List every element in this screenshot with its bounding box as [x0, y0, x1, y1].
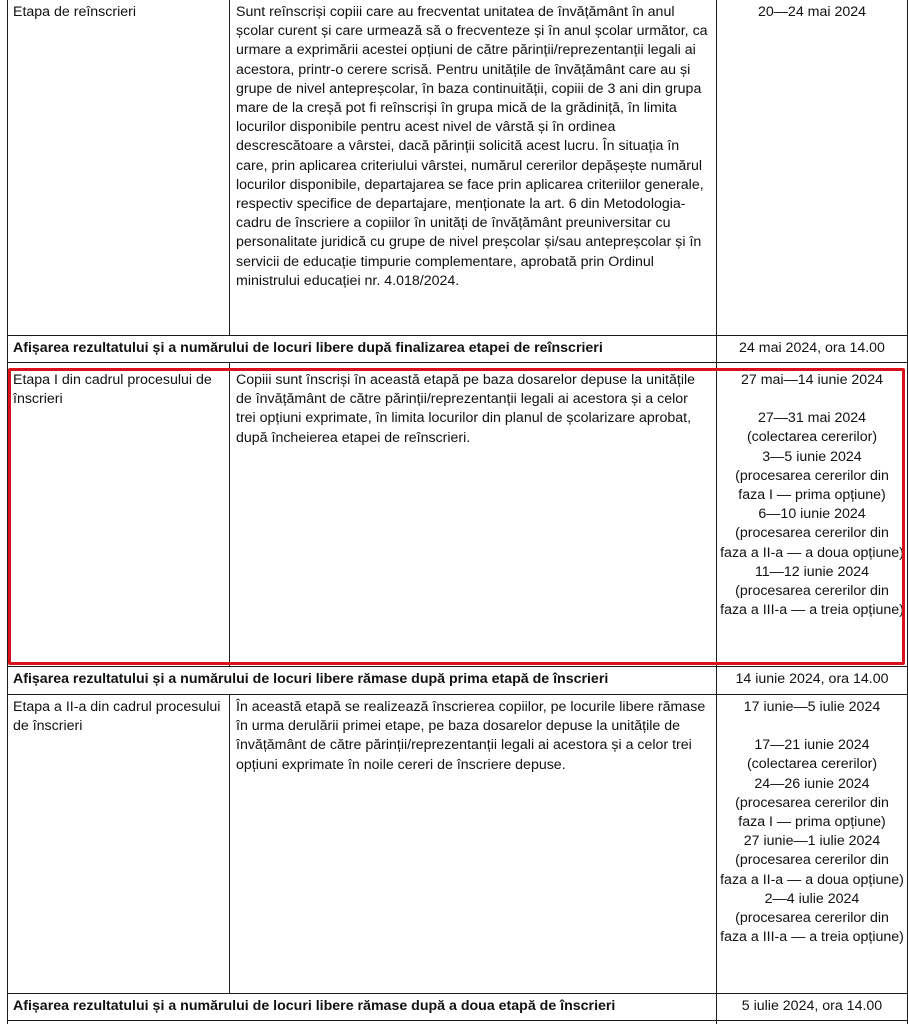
sub-date: (procesarea cererilor din faza I — prima opțiune) — [735, 794, 889, 831]
sub-date: (colectarea cererilor) — [746, 756, 878, 773]
description-cell: În această etapă se realizează înscrierea copiilor, pe locurile libere rămase în urma derulării primei etape, pe baza dosarelor depuse la unitățile de învățământ de către părinții/reprezentanții legali ai acestora și a celor trei opțiuni exprimate în noile cereri de înscriere depuse. — [236, 699, 706, 773]
summary-text: Afișarea rezultatului și a numărului de locuri libere rămase după prima etapă de înscrieri — [13, 671, 609, 687]
date-cell — [716, 0, 908, 335]
summary-date: 5 iulie 2024, ora 14.00 — [741, 998, 883, 1014]
stage-cell: Etapa de reînscrieri — [13, 4, 137, 20]
summary-date: 24 mai 2024, ora 14.00 — [739, 340, 885, 356]
sub-date: 17—21 iunie 2024 — [754, 737, 870, 754]
summary-date: 14 iunie 2024, ora 14.00 — [735, 671, 889, 687]
sub-date: 27—31 mai 2024 — [757, 410, 867, 427]
main-date: 17 iunie—5 iulie 2024 — [743, 699, 881, 715]
sub-date: 3—5 iunie 2024 — [762, 448, 862, 465]
sub-date: (procesarea cererilor din faza a II-a — a doua opțiune) — [720, 852, 904, 888]
stage-cell: Etapa I din cadrul procesului de înscrieri — [13, 372, 212, 408]
date-cell — [716, 695, 908, 993]
main-date: 27 mai—14 iunie 2024 — [741, 372, 883, 388]
sub-date: (procesarea cererilor din faza a III-a — a treia opțiune) — [720, 583, 904, 619]
sub-date: 2—4 iulie 2024 — [764, 890, 860, 907]
main-date: 20—24 mai 2024 — [757, 4, 867, 20]
description-cell: Sunt reînscriși copiii care au frecventat unitatea de învățământ în anul școlar curent și care urmează să o frecventeze și în anul școlar următor, ca urmare a exprimării acestei opțiuni de către părinții/reprezentanții legali ai acestora, printr-o cerere scrisă. Pentru unitățile de învățământ care au și grupe de nivel antepreșcolar, în baza continuității, copiii de 3 ani din grupa mare de la creșă pot fi reînscriși în grupa mică de la grădiniță, în limita locurilor disponibile pentru acest nivel de vârstă și în ordinea descrescătoare a vârstei, dacă părinții solicită acest lucru. În situația în care, prin aplicarea criteriului vârstei, numărul cererilor depășește numărul locurilor disponibile, departajarea se face prin aplicarea criteriilor generale, respectiv specifice de departajare, menționate la art. 6 din Metodologia-cadru de înscriere a copiilor în unități de învățământ preuniversitar cu personalitate juridică cu grupe de nivel preșcolar și/sau antepreșcolar și în servicii de educație timpurie complementare, aprobată prin Ordinul ministrului educației nr. 4.018/2024. — [236, 4, 708, 289]
sub-date: 27 iunie—1 iulie 2024 — [743, 833, 881, 850]
summary-row — [7, 336, 908, 362]
summary-row — [7, 667, 908, 694]
description-cell: Copiii sunt înscriși în această etapă pe baza dosarelor depuse la unitățile de învățământ de către părinții/reprezentanții legali ai acestora și a celor trei opțiuni exprimate, în limita locurilor din planul de școlarizare aprobat, după încheierea etapei de reînscrieri. — [236, 372, 696, 446]
sub-date: (procesarea cererilor din faza I — prima opțiune) — [735, 467, 889, 504]
sub-date: 6—10 iunie 2024 — [758, 506, 866, 523]
sub-date: (colectarea cererilor) — [746, 429, 878, 446]
summary-row — [7, 994, 908, 1020]
sub-date: 11—12 iunie 2024 — [754, 563, 870, 580]
stage-cell: Etapa a II-a din cadrul procesului de înscrieri — [13, 699, 221, 735]
table-rule — [7, 1020, 908, 1021]
table-row — [7, 695, 908, 993]
summary-text: Afișarea rezultatului și a numărului de locuri libere rămase după a doua etapă de înscrieri — [13, 998, 616, 1014]
table-row — [7, 0, 908, 335]
highlight-box — [8, 368, 905, 665]
sub-date: (procesarea cererilor din faza a II-a — a doua opțiune) — [720, 525, 904, 561]
summary-text: Afișarea rezultatului și a numărului de locuri libere după finalizarea etapei de reînscrieri — [13, 340, 603, 356]
sub-date: 24—26 iunie 2024 — [754, 775, 870, 792]
sub-date: (procesarea cererilor din faza a III-a — a treia opțiune) — [720, 910, 904, 946]
